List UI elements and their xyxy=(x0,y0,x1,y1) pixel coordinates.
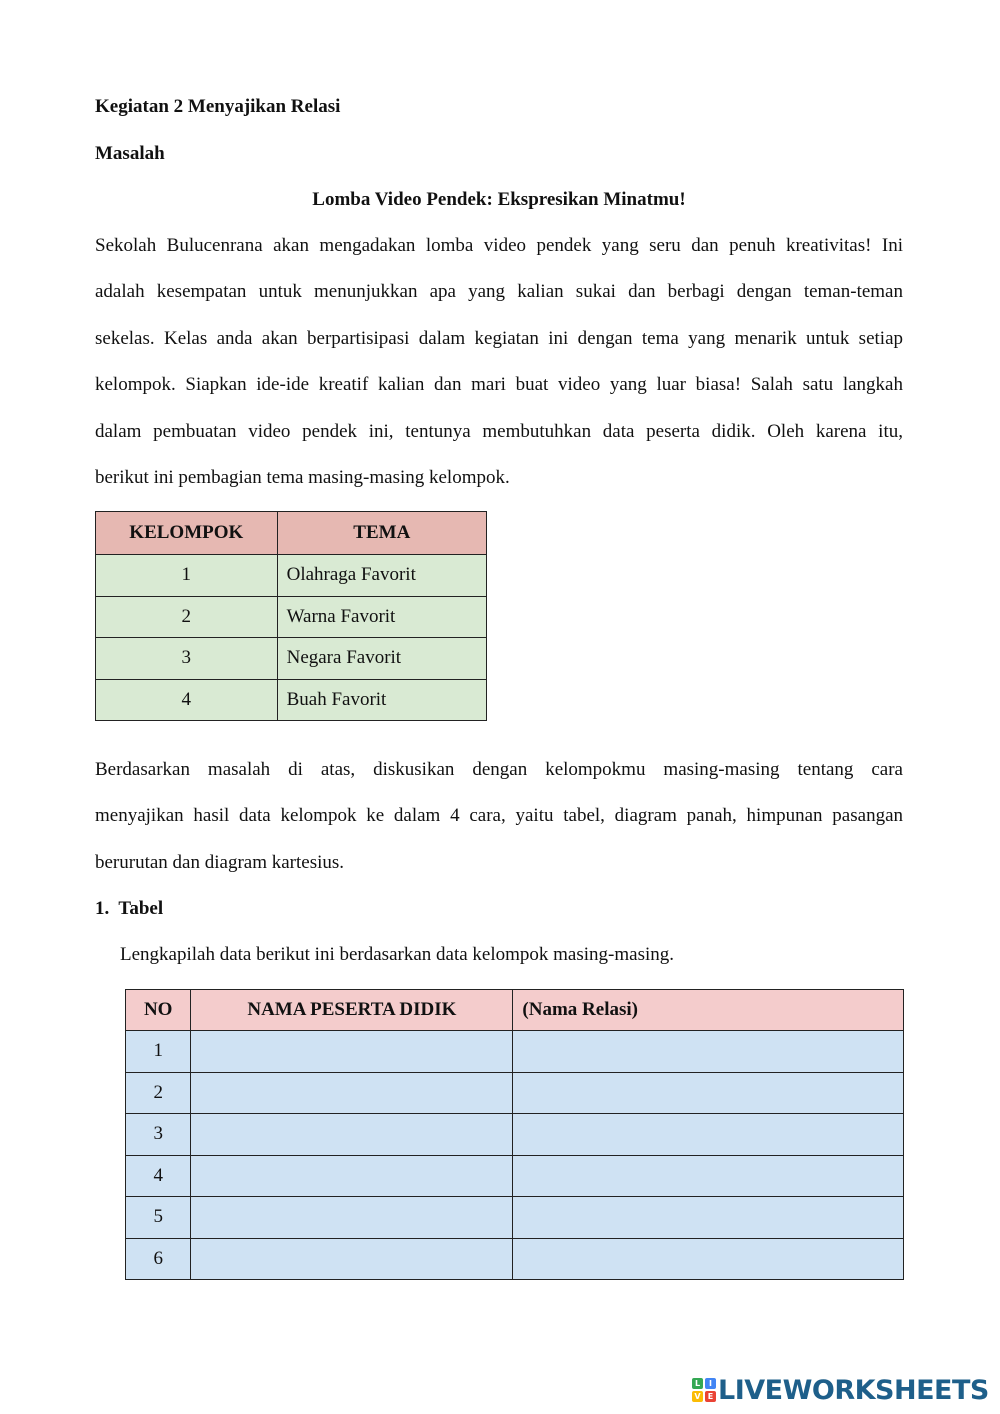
header-student-name: NAMA PESERTA DIDIK xyxy=(191,990,513,1031)
intro-line: kelompok. Siapkan ide-ide kreatif kalian dan mari buat video yang luar biasa! Salah satu langkah xyxy=(95,374,903,396)
intro-line: adalah kesempatan untuk menunjukkan apa yang kalian sukai dan berbagi dengan teman-teman xyxy=(95,281,903,303)
liveworksheets-logo[interactable] xyxy=(692,1374,989,1406)
logo-text: LIVEWORKSHEETS xyxy=(718,1374,989,1406)
student-name-cell[interactable] xyxy=(191,1155,513,1197)
row-number: 2 xyxy=(126,1072,191,1114)
table-row xyxy=(126,1238,904,1280)
problem-title: Lomba Video Pendek: Ekspresikan Minatmu! xyxy=(312,189,686,210)
student-name-cell[interactable] xyxy=(191,1197,513,1239)
logo-mark-letter: V xyxy=(692,1391,703,1402)
group-theme: Olahraga Favorit xyxy=(277,555,486,597)
logo-mark-icon xyxy=(692,1378,716,1402)
row-number: 4 xyxy=(126,1155,191,1197)
row-number: 3 xyxy=(126,1114,191,1156)
relation-cell[interactable] xyxy=(513,1114,904,1156)
table-row xyxy=(96,555,487,597)
relation-cell[interactable] xyxy=(513,1031,904,1073)
theme-table xyxy=(95,511,487,721)
problem-label: Masalah xyxy=(95,143,165,164)
student-name-cell[interactable] xyxy=(191,1238,513,1280)
group-number: 2 xyxy=(96,596,278,638)
intro-line: berikut ini pembagian tema masing-masing kelompok. xyxy=(95,466,510,488)
table-row xyxy=(96,596,487,638)
activity-heading: Kegiatan 2 Menyajikan Relasi xyxy=(95,96,341,117)
theme-table-header xyxy=(96,512,487,555)
relation-cell[interactable] xyxy=(513,1072,904,1114)
discussion-paragraph xyxy=(95,747,903,886)
table-row xyxy=(126,1072,904,1114)
section-1-instruction: Lengkapilah data berikut ini berdasarkan data kelompok masing-masing. xyxy=(120,944,674,965)
intro-paragraph xyxy=(95,223,903,501)
discussion-line: menyajikan hasil data kelompok ke dalam 4 cara, yaitu tabel, diagram panah, himpunan pasangan xyxy=(95,805,903,827)
relation-cell[interactable] xyxy=(513,1197,904,1239)
data-table-header xyxy=(126,990,904,1031)
student-name-cell[interactable] xyxy=(191,1031,513,1073)
header-tema: TEMA xyxy=(277,512,486,555)
logo-mark-letter: E xyxy=(705,1391,716,1402)
group-number: 4 xyxy=(96,679,278,721)
intro-line: Sekolah Bulucenrana akan mengadakan lomba video pendek yang seru dan penuh kreativitas! Ini xyxy=(95,235,903,256)
table-row xyxy=(126,1114,904,1156)
discussion-line: Berdasarkan masalah di atas, diskusikan dengan kelompokmu masing-masing tentang cara xyxy=(95,759,903,780)
row-number: 5 xyxy=(126,1197,191,1239)
group-number: 1 xyxy=(96,555,278,597)
relation-cell[interactable] xyxy=(513,1238,904,1280)
section-1-heading xyxy=(95,898,163,920)
group-theme: Buah Favorit xyxy=(277,679,486,721)
intro-line: dalam pembuatan video pendek ini, tentunya membutuhkan data peserta didik. Oleh karena itu, xyxy=(95,420,903,442)
row-number: 6 xyxy=(126,1238,191,1280)
table-row xyxy=(126,1155,904,1197)
student-name-cell[interactable] xyxy=(191,1114,513,1156)
group-number: 3 xyxy=(96,638,278,680)
section-1-title: Tabel xyxy=(118,898,164,919)
group-theme: Negara Favorit xyxy=(277,638,486,680)
table-row xyxy=(96,638,487,680)
logo-mark-letter: L xyxy=(692,1378,703,1389)
header-no: NO xyxy=(126,990,191,1031)
group-theme: Warna Favorit xyxy=(277,596,486,638)
header-relation-name: (Nama Relasi) xyxy=(513,990,904,1031)
logo-mark-letter: I xyxy=(705,1378,716,1389)
relation-cell[interactable] xyxy=(513,1155,904,1197)
header-kelompok: KELOMPOK xyxy=(96,512,278,555)
student-name-cell[interactable] xyxy=(191,1072,513,1114)
table-row xyxy=(126,1197,904,1239)
discussion-line: berurutan dan diagram kartesius. xyxy=(95,851,345,873)
table-row xyxy=(126,1031,904,1073)
student-data-table xyxy=(125,989,904,1280)
intro-line: sekelas. Kelas anda akan berpartisipasi dalam kegiatan ini dengan tema yang menarik untuk setiap xyxy=(95,327,903,349)
table-row xyxy=(96,679,487,721)
section-1-number: 1. xyxy=(95,898,110,919)
row-number: 1 xyxy=(126,1031,191,1073)
